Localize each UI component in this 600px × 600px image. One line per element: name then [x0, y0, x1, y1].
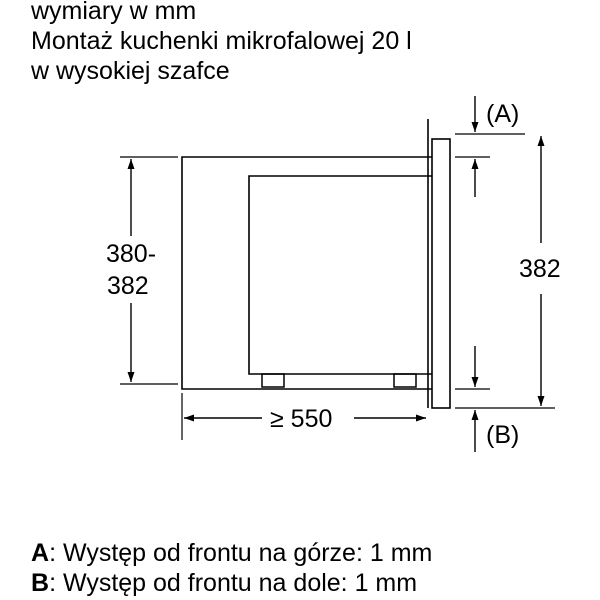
cabinet-height-label-1: 380- — [106, 240, 157, 268]
legend-item-b — [31, 568, 432, 598]
header-title: Montaż kuchenki mikrofalowej 20 l — [31, 27, 412, 55]
microwave-foot-left — [262, 374, 284, 387]
header-units: wymiary w mm — [31, 0, 197, 25]
legend-text-a: : Występ od frontu na górze: 1 mm — [49, 539, 433, 567]
cabinet-outline — [182, 157, 432, 389]
microwave-foot-right — [394, 374, 416, 387]
front-panel — [432, 139, 450, 408]
legend-text-b: : Występ od frontu na dole: 1 mm — [49, 569, 418, 597]
offset-a-label: (A) — [486, 100, 520, 128]
front-height-label: 382 — [519, 255, 561, 283]
depth-label: ≥ 550 — [270, 405, 333, 433]
cabinet-height-label-2: 382 — [107, 272, 149, 300]
offset-b-label: (B) — [486, 421, 520, 449]
legend — [31, 538, 432, 598]
header-subtitle: w wysokiej szafce — [31, 57, 230, 85]
legend-key-a: A — [31, 539, 50, 567]
microwave-body — [249, 176, 432, 374]
legend-key-b: B — [31, 569, 50, 597]
legend-item-a — [31, 538, 432, 568]
